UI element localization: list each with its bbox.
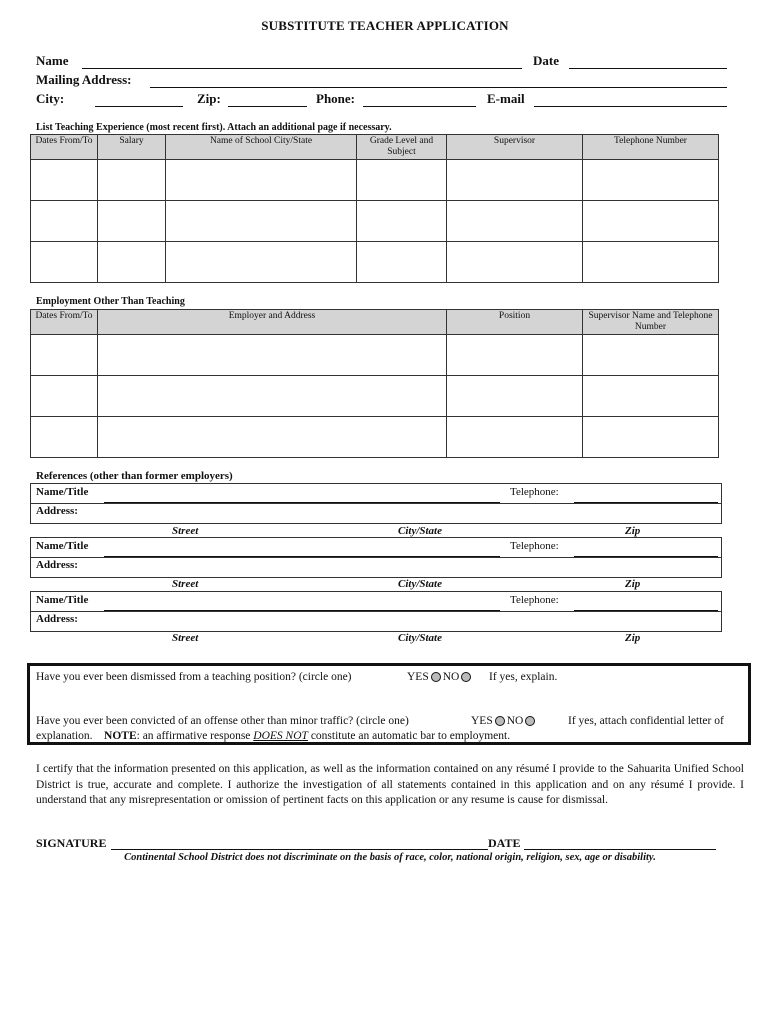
col-dates: Dates From/To <box>31 135 98 160</box>
signature-date-field[interactable] <box>524 849 716 850</box>
reference-telephone-field[interactable] <box>574 502 718 503</box>
no-radio-icon[interactable] <box>525 716 535 726</box>
yes-option[interactable]: YES <box>407 671 429 683</box>
reference-telephone-field[interactable] <box>574 610 718 611</box>
col-dates: Dates From/To <box>31 310 98 335</box>
table-cell[interactable] <box>31 376 98 417</box>
table-cell[interactable] <box>166 201 357 242</box>
table-cell[interactable] <box>31 201 98 242</box>
table-cell[interactable] <box>98 335 447 376</box>
reference-block <box>30 537 722 578</box>
table-cell[interactable] <box>31 335 98 376</box>
table-cell[interactable] <box>583 160 719 201</box>
col-school: Name of School City/State <box>166 135 357 160</box>
reference-address-label: Address: <box>36 559 78 571</box>
col-supervisor: Supervisor <box>447 135 583 160</box>
city-field[interactable] <box>95 106 183 107</box>
reference-name-label: Name/Title <box>36 486 89 498</box>
reference-telephone-label: Telephone: <box>510 594 559 606</box>
teaching-heading: List Teaching Experience (most recent first). Attach an additional page if necessary. <box>36 122 392 133</box>
conviction-answer <box>471 715 537 727</box>
table-cell[interactable] <box>166 242 357 283</box>
conviction-followup: If yes, attach confidential letter of <box>568 715 724 727</box>
dismissal-followup: If yes, explain. <box>489 671 558 683</box>
phone-field[interactable] <box>363 106 476 107</box>
name-label: Name <box>36 53 69 68</box>
employment-heading: Employment Other Than Teaching <box>36 296 185 307</box>
reference-telephone-label: Telephone: <box>510 486 559 498</box>
table-cell[interactable] <box>583 417 719 458</box>
signature-date-label: DATE <box>488 836 521 850</box>
no-option[interactable]: NO <box>506 715 524 727</box>
table-cell[interactable] <box>583 242 719 283</box>
signature-field[interactable] <box>111 849 488 850</box>
table-cell[interactable] <box>31 160 98 201</box>
no-radio-icon[interactable] <box>461 672 471 682</box>
reference-name-field[interactable] <box>104 610 500 611</box>
table-cell[interactable] <box>98 201 166 242</box>
reference-block <box>30 483 722 524</box>
table-cell[interactable] <box>357 201 447 242</box>
reference-name-field[interactable] <box>104 502 500 503</box>
table-cell[interactable] <box>357 242 447 283</box>
col-supervisor-phone: Supervisor Name and Telephone Number <box>583 310 719 335</box>
questions-box <box>27 663 751 745</box>
reference-name-label: Name/Title <box>36 540 89 552</box>
references-heading: References (other than former employers) <box>36 470 233 482</box>
reference-name-field[interactable] <box>104 556 500 557</box>
signature-label: SIGNATURE <box>36 836 107 850</box>
yes-option[interactable]: YES <box>471 715 493 727</box>
date-field[interactable] <box>569 68 727 69</box>
table-cell[interactable] <box>98 376 447 417</box>
city-state-caption: City/State <box>398 578 442 590</box>
phone-label: Phone: <box>316 91 355 106</box>
yes-radio-icon[interactable] <box>431 672 441 682</box>
nondiscrimination-footer: Continental School District does not discriminate on the basis of race, color, national origin, religion, sex, age or disability. <box>124 852 656 863</box>
table-cell[interactable] <box>31 417 98 458</box>
email-label: E-mail <box>487 91 525 106</box>
col-salary: Salary <box>98 135 166 160</box>
dismissal-question: Have you ever been dismissed from a teaching position? (circle one) <box>36 671 352 683</box>
table-row <box>31 160 719 201</box>
mailing-address-label: Mailing Address: <box>36 72 132 87</box>
col-employer: Employer and Address <box>98 310 447 335</box>
street-caption: Street <box>172 632 199 644</box>
table-cell[interactable] <box>31 242 98 283</box>
note-label: NOTE <box>104 730 137 742</box>
zip-label: Zip: <box>197 91 221 106</box>
table-cell[interactable] <box>447 417 583 458</box>
street-caption: Street <box>172 525 199 537</box>
table-row <box>31 335 719 376</box>
table-cell[interactable] <box>447 376 583 417</box>
table-row <box>31 376 719 417</box>
table-cell[interactable] <box>583 335 719 376</box>
yes-radio-icon[interactable] <box>495 716 505 726</box>
email-field[interactable] <box>534 106 727 107</box>
table-cell[interactable] <box>98 417 447 458</box>
no-option[interactable]: NO <box>442 671 460 683</box>
reference-block <box>30 591 722 632</box>
city-state-caption: City/State <box>398 632 442 644</box>
street-caption: Street <box>172 578 199 590</box>
col-telephone: Telephone Number <box>583 135 719 160</box>
table-cell[interactable] <box>98 160 166 201</box>
dismissal-answer <box>407 671 473 683</box>
table-cell[interactable] <box>447 335 583 376</box>
reference-address-label: Address: <box>36 505 78 517</box>
col-position: Position <box>447 310 583 335</box>
date-label: Date <box>533 53 559 68</box>
employment-table <box>30 309 719 458</box>
conviction-question: Have you ever been convicted of an offense other than minor traffic? (circle one) <box>36 715 409 727</box>
zip-caption: Zip <box>625 632 641 644</box>
city-state-caption: City/State <box>398 525 442 537</box>
mailing-address-field[interactable] <box>150 87 727 88</box>
table-cell[interactable] <box>447 160 583 201</box>
col-grade: Grade Level and Subject <box>357 135 447 160</box>
reference-name-label: Name/Title <box>36 594 89 606</box>
reference-telephone-label: Telephone: <box>510 540 559 552</box>
table-cell[interactable] <box>447 201 583 242</box>
city-label: City: <box>36 91 65 106</box>
form-title: SUBSTITUTE TEACHER APPLICATION <box>261 18 509 33</box>
table-cell[interactable] <box>583 201 719 242</box>
reference-telephone-field[interactable] <box>574 556 718 557</box>
conviction-note: explanation. NOTE: an affirmative response DOES NOT constitute an automatic bar to employment. <box>36 730 511 742</box>
table-cell[interactable] <box>98 242 166 283</box>
table-row <box>31 417 719 458</box>
certification-text: I certify that the information presented on this application, as well as the information contained on any résumé I provide to the Sahuarita Unified School District is true, accurate and complete. I authorize the investigation of all statements contained in this application and on any résumé I provide. I understand that any misrepresentation or omission of pertinent facts on this application or any resume is cause for dismissal. <box>36 763 744 806</box>
reference-address-label: Address: <box>36 613 78 625</box>
note-emphasis: DOES NOT <box>253 730 308 742</box>
table-cell[interactable] <box>447 242 583 283</box>
zip-caption: Zip <box>625 525 641 537</box>
table-cell[interactable] <box>357 160 447 201</box>
table-row <box>31 242 719 283</box>
zip-field[interactable] <box>228 106 307 107</box>
zip-caption: Zip <box>625 578 641 590</box>
table-cell[interactable] <box>166 160 357 201</box>
table-cell[interactable] <box>583 376 719 417</box>
table-row <box>31 201 719 242</box>
name-field[interactable] <box>82 68 522 69</box>
teaching-table <box>30 134 719 283</box>
